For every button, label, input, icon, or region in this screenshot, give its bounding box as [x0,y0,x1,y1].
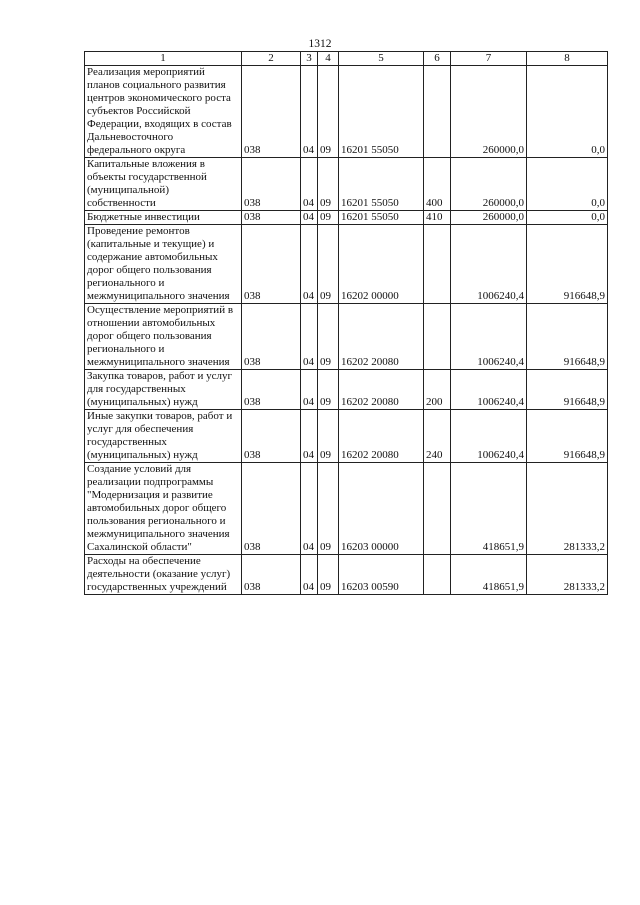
header-col-8: 8 [527,52,608,66]
ministry-code: 038 [242,463,301,555]
amount-col-7: 260000,0 [451,66,527,158]
section-code: 04 [301,225,318,304]
amount-col-8: 916648,9 [527,304,608,370]
amount-col-8: 281333,2 [527,463,608,555]
amount-col-7: 260000,0 [451,211,527,225]
expense-name: Бюджетные инвестиции [85,211,242,225]
ministry-code: 038 [242,225,301,304]
expense-type-code: 200 [424,370,451,410]
budget-table [84,51,608,595]
expense-type-code [424,66,451,158]
target-article-code: 16201 55050 [339,66,424,158]
expense-name: Осуществление мероприятий в отношении автомобильных дорог общего пользования регионального и межмуниципального значения [85,304,242,370]
ministry-code: 038 [242,304,301,370]
table-row [85,211,608,225]
expense-type-code [424,225,451,304]
page-number: 1312 [308,38,332,50]
header-col-4: 4 [318,52,339,66]
amount-col-8: 916648,9 [527,225,608,304]
header-col-5: 5 [339,52,424,66]
amount-col-7: 1006240,4 [451,225,527,304]
ministry-code: 038 [242,370,301,410]
header-col-6: 6 [424,52,451,66]
header-col-3: 3 [301,52,318,66]
table-row [85,370,608,410]
target-article-code: 16203 00000 [339,463,424,555]
target-article-code: 16201 55050 [339,158,424,211]
subsection-code: 09 [318,66,339,158]
amount-col-8: 916648,9 [527,370,608,410]
subsection-code: 09 [318,370,339,410]
amount-col-8: 916648,9 [527,410,608,463]
expense-name: Проведение ремонтов (капитальные и текущие) и содержание автомобильных дорог общего пользования регионального и межмуниципального значения [85,225,242,304]
amount-col-7: 1006240,4 [451,304,527,370]
expense-name: Реализация мероприятий планов социального развития центров экономического роста субъектов Российской Федерации, входящих в состав Дальневосточного федерального округа [85,66,242,158]
subsection-code: 09 [318,555,339,595]
target-article-code: 16202 20080 [339,410,424,463]
section-code: 04 [301,410,318,463]
amount-col-7: 1006240,4 [451,370,527,410]
target-article-code: 16202 20080 [339,304,424,370]
section-code: 04 [301,158,318,211]
table-row [85,410,608,463]
expense-type-code [424,555,451,595]
ministry-code: 038 [242,211,301,225]
target-article-code: 16202 00000 [339,225,424,304]
expense-type-code: 400 [424,158,451,211]
section-code: 04 [301,66,318,158]
ministry-code: 038 [242,410,301,463]
section-code: 04 [301,555,318,595]
subsection-code: 09 [318,410,339,463]
amount-col-7: 418651,9 [451,555,527,595]
amount-col-8: 0,0 [527,211,608,225]
expense-type-code [424,304,451,370]
expense-type-code [424,463,451,555]
expense-name: Капитальные вложения в объекты государственной (муниципальной) собственности [85,158,242,211]
table-row [85,555,608,595]
table-row [85,463,608,555]
subsection-code: 09 [318,463,339,555]
expense-name: Создание условий для реализации подпрограммы "Модернизация и развитие автомобильных дорог общего пользования регионального и межмуниципального значения Сахалинской области" [85,463,242,555]
header-row [85,52,608,66]
subsection-code: 09 [318,304,339,370]
subsection-code: 09 [318,211,339,225]
amount-col-7: 418651,9 [451,463,527,555]
section-code: 04 [301,304,318,370]
amount-col-7: 260000,0 [451,158,527,211]
subsection-code: 09 [318,158,339,211]
section-code: 04 [301,211,318,225]
table-row [85,66,608,158]
section-code: 04 [301,370,318,410]
expense-name: Закупка товаров, работ и услуг для государственных (муниципальных) нужд [85,370,242,410]
amount-col-7: 1006240,4 [451,410,527,463]
expense-name: Иные закупки товаров, работ и услуг для обеспечения государственных (муниципальных) нужд [85,410,242,463]
target-article-code: 16203 00590 [339,555,424,595]
expense-name: Расходы на обеспечение деятельности (оказание услуг) государственных учреждений [85,555,242,595]
table-row [85,158,608,211]
ministry-code: 038 [242,66,301,158]
ministry-code: 038 [242,555,301,595]
section-code: 04 [301,463,318,555]
amount-col-8: 281333,2 [527,555,608,595]
header-col-1: 1 [85,52,242,66]
header-col-2: 2 [242,52,301,66]
header-col-7: 7 [451,52,527,66]
amount-col-8: 0,0 [527,66,608,158]
target-article-code: 16202 20080 [339,370,424,410]
target-article-code: 16201 55050 [339,211,424,225]
expense-type-code: 240 [424,410,451,463]
ministry-code: 038 [242,158,301,211]
expense-type-code: 410 [424,211,451,225]
table-row [85,225,608,304]
table-row [85,304,608,370]
subsection-code: 09 [318,225,339,304]
amount-col-8: 0,0 [527,158,608,211]
